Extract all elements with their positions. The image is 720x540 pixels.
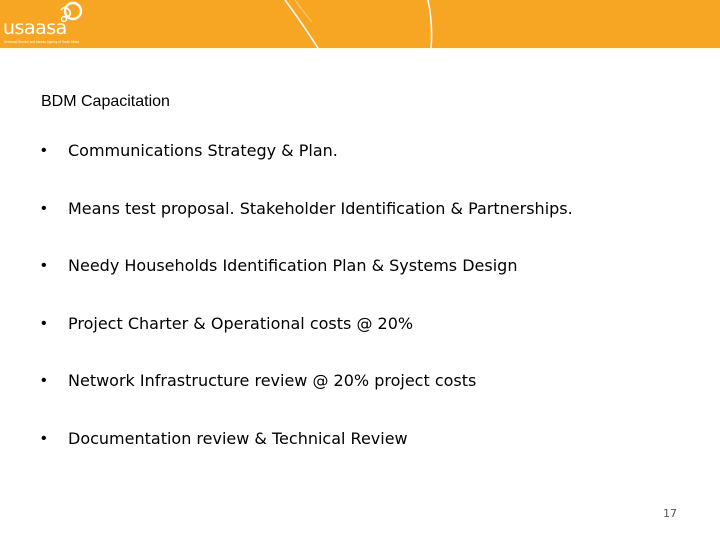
logo-tagline: Universal Service and Access Agency of South Africa — [4, 40, 79, 44]
bullet-item — [41, 140, 573, 198]
bullet-marker: • — [41, 429, 47, 447]
slide-title: BDM Capacitation — [41, 93, 170, 110]
bullet-item — [41, 370, 573, 428]
bullet-text: Documentation review & Technical Review — [68, 428, 408, 448]
bullet-item — [41, 428, 573, 486]
bullet-item — [41, 313, 573, 371]
bullet-marker: • — [41, 372, 47, 390]
bullet-marker: • — [41, 142, 47, 159]
bullet-list — [41, 140, 573, 486]
logo-wordmark: usaasa — [3, 17, 67, 39]
bullet-marker: • — [41, 257, 47, 275]
bullet-item — [41, 255, 573, 313]
header-band — [0, 0, 720, 48]
bullet-marker: • — [41, 314, 47, 332]
bullet-text: Network Infrastructure review @ 20% project costs — [68, 371, 477, 391]
bullet-item — [41, 198, 573, 256]
bullet-text: Project Charter & Operational costs @ 20% — [68, 313, 414, 333]
bullet-text: Means test proposal. Stakeholder Identification & Partnerships. — [68, 198, 573, 218]
header-arc-decoration — [0, 0, 720, 48]
bullet-marker: • — [41, 199, 47, 217]
bullet-text: Needy Households Identification Plan & Systems Design — [68, 256, 518, 276]
bullet-text: Communications Strategy & Plan. — [68, 141, 338, 160]
page-number: 17 — [663, 507, 677, 520]
usaasa-logo — [0, 0, 100, 48]
